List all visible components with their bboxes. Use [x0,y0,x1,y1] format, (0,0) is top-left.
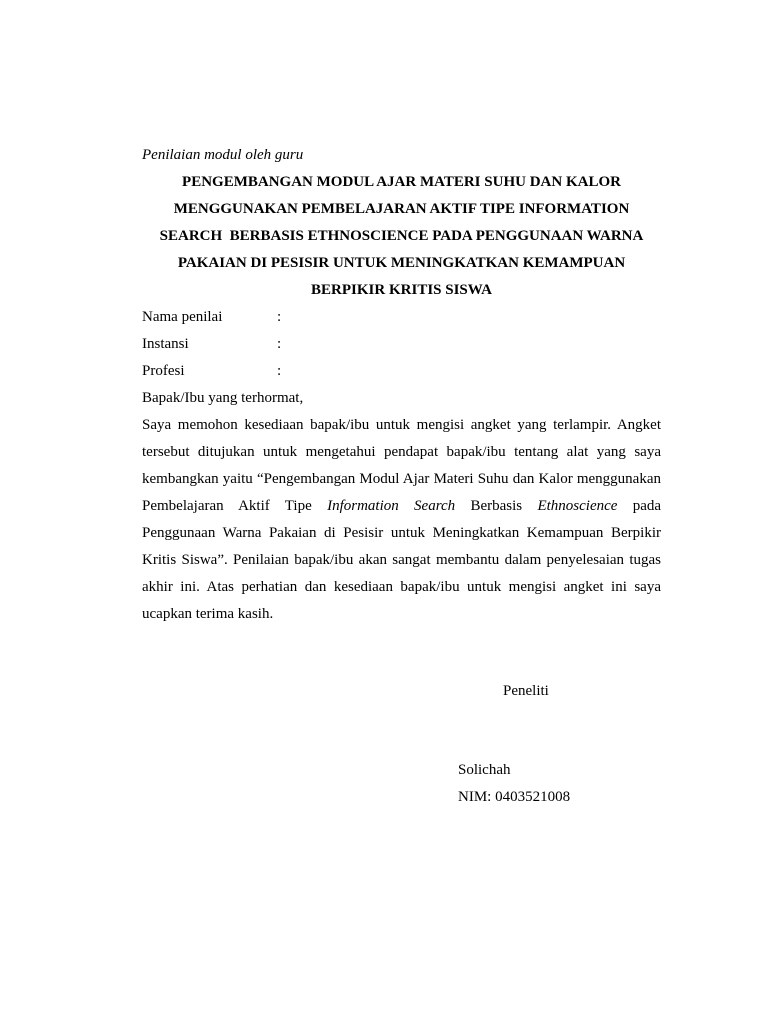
document-page [142,142,661,628]
body-line: Penggunaan Warna Pakaian di Pesisir untuk Meningkatkan Kemampuan Berpikir [142,525,661,541]
field-evaluator-name [142,304,661,331]
title-line: PAKAIAN DI PESISIR UNTUK MENINGKATKAN KEMAMPUAN [177,255,626,271]
body-line: kembangkan yaitu “Pengembangan Modul Ajar Materi Suhu dan Kalor menggunakan [142,471,661,487]
signature-name: Solichah [458,762,511,778]
body-line: tersebut ditujukan untuk mengetahui pendapat bapak/ibu tentang alat yang saya [142,444,661,460]
signature-nim: NIM: 0403521008 [458,789,571,805]
body-line: akhir ini. Atas perhatian dan kesediaan bapak/ibu untuk mengisi angket ini saya [142,579,661,595]
greeting: Bapak/Ibu yang terhormat, [142,390,304,406]
title-line: PENGEMBANGAN MODUL AJAR MATERI SUHU DAN KALOR [182,174,621,190]
body-line: ucapkan terima kasih. [142,606,274,622]
title-line: BERPIKIR KRITIS SISWA [311,282,492,298]
body-emphasis: Information Search [327,498,456,514]
title-line: SEARCH BERBASIS ETHNOSCIENCE PADA PENGGUNAAN WARNA [159,228,644,244]
body-emphasis: Ethnoscience [537,498,618,514]
body-line: Kritis Siswa”. Penilaian bapak/ibu akan sangat membantu dalam penyelesaian tugas [142,552,661,568]
field-separator: : [277,363,282,379]
field-label: Profesi [142,363,185,379]
field-profession [142,358,661,385]
body-line: Saya memohon kesediaan bapak/ibu untuk mengisi angket yang terlampir. Angket [142,417,661,433]
evaluator-fields [142,304,661,385]
document-title [142,169,661,304]
title-line: MENGGUNAKAN PEMBELAJARAN AKTIF TIPE INFORMATION [173,201,630,217]
field-separator: : [277,309,282,325]
header-note: Penilaian modul oleh guru [142,147,304,163]
body-paragraph [142,412,661,628]
body-text: Berbasis [470,498,523,514]
field-label: Instansi [142,336,189,352]
signature-role: Peneliti [503,683,549,699]
field-institution [142,331,661,358]
body-text: pada [632,498,662,514]
field-label: Nama penilai [142,309,223,325]
field-separator: : [277,336,282,352]
body-text: Pembelajaran Aktif Tipe [142,498,312,514]
body-line [142,493,661,520]
